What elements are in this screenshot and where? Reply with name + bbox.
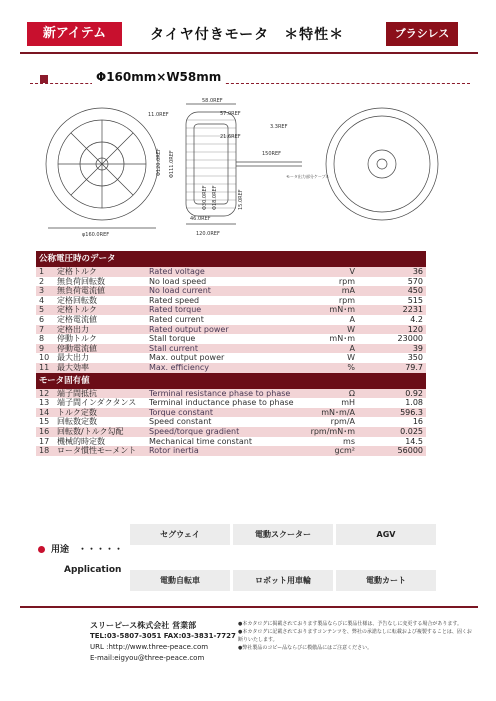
application-section <box>30 520 470 598</box>
cell-no: 11 <box>36 363 54 373</box>
application-label-en: Application <box>64 565 122 575</box>
dim-label: 3.3REF <box>270 124 288 130</box>
technical-drawing <box>30 98 470 240</box>
cell-val: 56000 <box>358 446 426 456</box>
cell-val: 2231 <box>358 305 426 315</box>
dim-label: Φ18.0REF <box>212 185 218 210</box>
bullet-icon <box>38 546 45 553</box>
cell-unit: A <box>300 344 358 354</box>
cell-no: 17 <box>36 437 54 447</box>
cell-unit: mN･m <box>300 334 358 344</box>
application-item: ロボット用車輪 <box>233 570 333 591</box>
table-section-header <box>36 251 426 267</box>
dim-label: 58.0REF <box>202 98 223 104</box>
table-row <box>36 286 426 296</box>
cell-jp: 停動トルク <box>54 334 146 344</box>
cell-unit: V <box>300 267 358 277</box>
cell-val: 570 <box>358 277 426 287</box>
cell-en: No load current <box>146 286 300 296</box>
dim-label: φ160.0REF <box>82 232 110 238</box>
table-row <box>36 353 426 363</box>
cell-no: 8 <box>36 334 54 344</box>
cell-val: 1.08 <box>358 398 426 408</box>
table-section-header <box>36 373 426 389</box>
table-row <box>36 305 426 315</box>
cell-jp: 停動電流値 <box>54 344 146 354</box>
footer-note: ●本カタログに記載されておりますコンテンツを、弊社の承諾なしに転載および複製することは、固くお断りいたします。 <box>238 629 472 643</box>
cell-no: 2 <box>36 277 54 287</box>
cell-jp: 定格回転数 <box>54 296 146 306</box>
dim-label: 21.6REF <box>220 134 241 140</box>
cell-val: 350 <box>358 353 426 363</box>
cell-val: 120 <box>358 325 426 335</box>
company-url[interactable]: URL :http://www.three-peace.com <box>90 643 209 651</box>
cell-jp: 定格電流値 <box>54 315 146 325</box>
dim-label: 120.0REF <box>196 231 220 237</box>
spec-table-body <box>36 251 426 456</box>
cell-no: 13 <box>36 398 54 408</box>
cell-no: 5 <box>36 305 54 315</box>
table-row <box>36 389 426 399</box>
table-row <box>36 344 426 354</box>
spec-table <box>36 251 426 456</box>
size-label: Φ160mm×W58mm <box>92 70 225 84</box>
cell-en: Rated torque <box>146 305 300 315</box>
cell-no: 3 <box>36 286 54 296</box>
cell-en: Mechanical time constant <box>146 437 300 447</box>
cell-no: 4 <box>36 296 54 306</box>
cell-unit: rpm <box>300 296 358 306</box>
cell-en: Terminal resistance phase to phase <box>146 389 300 399</box>
table-row <box>36 277 426 287</box>
cell-jp: 機械的時定数 <box>54 437 146 447</box>
table-row <box>36 398 426 408</box>
cell-jp: 定格トルク <box>54 267 146 277</box>
table-row <box>36 363 426 373</box>
cell-no: 9 <box>36 344 54 354</box>
dim-label: 150REF <box>262 151 282 157</box>
cell-unit: ms <box>300 437 358 447</box>
application-item: 電動カート <box>336 570 436 591</box>
table-row <box>36 334 426 344</box>
cell-unit: gcm² <box>300 446 358 456</box>
table-row <box>36 296 426 306</box>
dim-label: 15.0REF <box>238 189 244 210</box>
application-item: 電動自転車 <box>130 570 230 591</box>
cell-val: 596.3 <box>358 408 426 418</box>
cell-no: 10 <box>36 353 54 363</box>
table-row <box>36 325 426 335</box>
cell-en: No load speed <box>146 277 300 287</box>
cell-en: Terminal inductance phase to phase <box>146 398 300 408</box>
cell-no: 14 <box>36 408 54 418</box>
cell-unit: rpm/A <box>300 417 358 427</box>
header-divider <box>20 52 478 54</box>
cell-unit: W <box>300 353 358 363</box>
cell-val: 39 <box>358 344 426 354</box>
cell-en: Rated output power <box>146 325 300 335</box>
section-title: 公称電圧時のデータ <box>36 251 426 267</box>
cell-no: 16 <box>36 427 54 437</box>
cell-val: 515 <box>358 296 426 306</box>
table-row <box>36 417 426 427</box>
new-item-badge: 新アイテム <box>27 22 122 46</box>
cell-val: 450 <box>358 286 426 296</box>
cell-no: 7 <box>36 325 54 335</box>
cell-jp: 回転数定数 <box>54 417 146 427</box>
table-row <box>36 437 426 447</box>
cell-jp: 最大効率 <box>54 363 146 373</box>
cell-en: Stall current <box>146 344 300 354</box>
company-email[interactable]: E-mail:eigyou@three-peace.com <box>90 654 205 662</box>
dim-label: Φ120.0REF <box>156 148 162 176</box>
table-row <box>36 427 426 437</box>
cell-val: 23000 <box>358 334 426 344</box>
table-row <box>36 446 426 456</box>
dim-label: 46.0REF <box>190 216 211 222</box>
cell-no: 15 <box>36 417 54 427</box>
cell-unit: W <box>300 325 358 335</box>
cell-no: 18 <box>36 446 54 456</box>
application-item: セグウェイ <box>130 524 230 545</box>
cell-en: Rated current <box>146 315 300 325</box>
table-row <box>36 267 426 277</box>
footer-note: ●弊社製品のコピー品ならびに模倣品にはご注意ください。 <box>238 645 373 651</box>
cell-val: 0.92 <box>358 389 426 399</box>
cell-unit: Ω <box>300 389 358 399</box>
cell-val: 4.2 <box>358 315 426 325</box>
cell-unit: mN･m/A <box>300 408 358 418</box>
cell-unit: mA <box>300 286 358 296</box>
company-name: スリーピース株式会社 営業部 <box>90 621 197 630</box>
cell-unit: rpm/mN･m <box>300 427 358 437</box>
application-item: 電動スクーター <box>233 524 333 545</box>
cell-en: Max. output power <box>146 353 300 363</box>
cell-en: Stall torque <box>146 334 300 344</box>
dim-label: Φ111.0REF <box>169 150 175 178</box>
application-label-text: 用途 ・・・・・ <box>51 545 124 555</box>
footer-divider <box>20 606 478 608</box>
wheel-side-view <box>186 112 236 216</box>
table-row <box>36 408 426 418</box>
cell-en: Rated voltage <box>146 267 300 277</box>
cell-en: Rated speed <box>146 296 300 306</box>
application-label <box>38 542 123 555</box>
cell-jp: 定格トルク <box>54 305 146 315</box>
cell-val: 0.025 <box>358 427 426 437</box>
cell-jp: トルク定数 <box>54 408 146 418</box>
cell-unit: A <box>300 315 358 325</box>
cell-jp: ロータ慣性モーメント <box>54 446 146 456</box>
company-phone: TEL:03-5807-3051 FAX:03-3831-7727 <box>90 632 236 640</box>
brushless-tag: ブラシレス <box>386 22 458 46</box>
cell-val: 16 <box>358 417 426 427</box>
cell-unit: mH <box>300 398 358 408</box>
cell-no: 6 <box>36 315 54 325</box>
size-heading <box>30 72 470 86</box>
cell-jp: 無負荷電流値 <box>54 286 146 296</box>
cell-en: Rotor inertia <box>146 446 300 456</box>
cell-jp: 定格出力 <box>54 325 146 335</box>
page-title: タイヤ付きモータ ＊特性＊ <box>150 27 345 43</box>
cell-jp: 端子間インダクタンス <box>54 398 146 408</box>
cell-no: 12 <box>36 389 54 399</box>
dim-label: 57.0REF <box>220 111 241 117</box>
cell-en: Torque constant <box>146 408 300 418</box>
cell-jp: 回転数/トルク勾配 <box>54 427 146 437</box>
wheel-back-outer <box>326 108 438 220</box>
dim-label: Φ30.0REF <box>202 185 208 210</box>
section-title: モータ固有値 <box>36 373 426 389</box>
application-item: AGV <box>336 524 436 545</box>
cell-en: Max. efficiency <box>146 363 300 373</box>
cell-jp: 無負荷回転数 <box>54 277 146 287</box>
size-heading-marker <box>40 75 48 83</box>
cell-unit: % <box>300 363 358 373</box>
cell-en: Speed/torque gradient <box>146 427 300 437</box>
cell-jp: 端子間抵抗 <box>54 389 146 399</box>
cell-val: 14.5 <box>358 437 426 447</box>
cell-jp: 最大出力 <box>54 353 146 363</box>
dim-label: 11.0REF <box>148 112 169 118</box>
cell-unit: rpm <box>300 277 358 287</box>
cell-unit: mN･m <box>300 305 358 315</box>
cable-note: モータ出力部分ケーブル <box>286 174 330 179</box>
cell-no: 1 <box>36 267 54 277</box>
cell-en: Speed constant <box>146 417 300 427</box>
footer-note: ●本カタログに掲載されております製品ならびに製品仕様は、予告なしに変更する場合があります。 <box>238 621 462 627</box>
table-row <box>36 315 426 325</box>
cell-val: 79.7 <box>358 363 426 373</box>
footer-notes <box>238 620 474 652</box>
cell-val: 36 <box>358 267 426 277</box>
